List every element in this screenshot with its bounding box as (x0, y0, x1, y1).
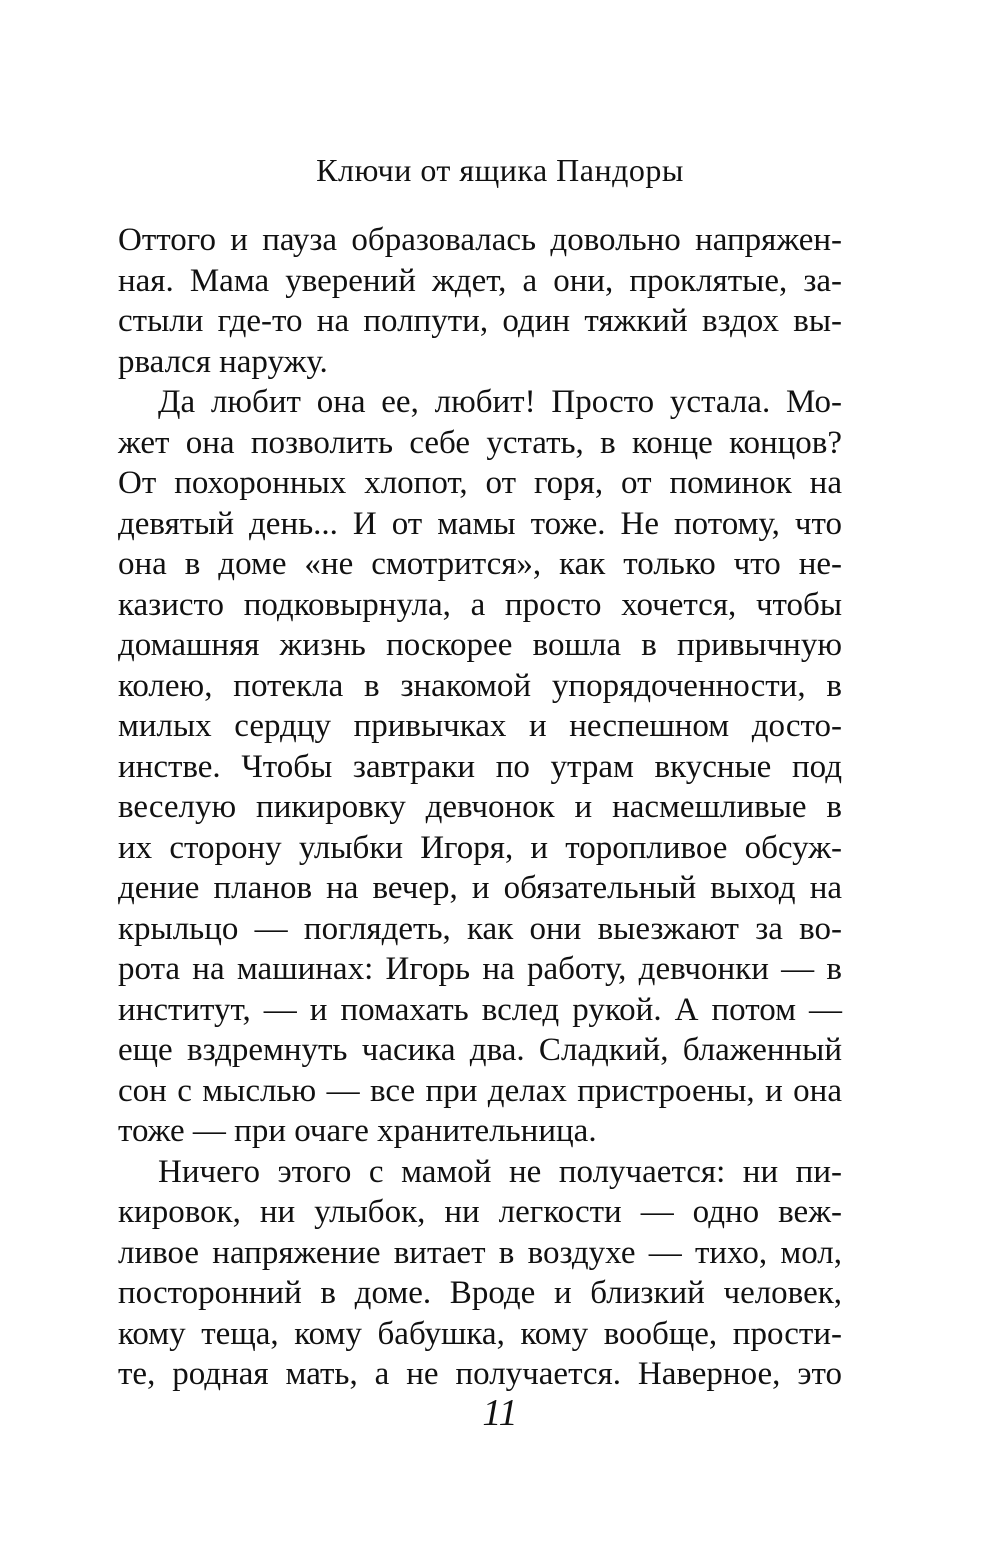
text-line: рвался наружу. (118, 343, 328, 380)
running-title: Ключи от ящика Пандоры (316, 152, 684, 188)
text-line: она в доме «не смотрится», как только что не- (118, 546, 842, 582)
text-line: Оттого и пауза образовалась довольно напряжен- (118, 222, 842, 258)
text-line: крыльцо — поглядеть, как они выезжают за во- (118, 910, 842, 947)
text-line: жет она позволить себе устать, в конце концов? (118, 424, 842, 461)
text-line: Ничего этого с мамой не получается: ни пи- (158, 1153, 842, 1190)
text-line: веселую пикировку девчонок и насмешливые в (118, 789, 842, 825)
text-line: рота на машинах: Игорь на работу, девчонки — в (118, 951, 842, 987)
text-line: те, родная мать, а не получается. Наверное, это (118, 1356, 842, 1392)
text-line: Да любит она ее, любит! Просто устала. Мо- (158, 384, 842, 420)
text-line: инстве. Чтобы завтраки по утрам вкусные под (118, 748, 842, 785)
page-number: 11 (482, 1392, 518, 1434)
text-line: колею, потекла в знакомой упорядоченности, в (118, 667, 842, 704)
text-line: ливое напряжение витает в воздухе — тихо, мол, (118, 1234, 842, 1271)
text-line: дение планов на вечер, и обязательный выход на (118, 870, 842, 906)
body-text (118, 220, 842, 1395)
text-line: девятый день... И от мамы тоже. Не потому, что (118, 505, 842, 542)
text-line: стыли где-то на полпути, один тяжкий вздох вы- (118, 303, 842, 339)
text-line: От похоронных хлопот, от горя, от поминок на (118, 465, 842, 501)
text-line: сон с мыслью — все при делах пристроены, и она (118, 1072, 842, 1109)
text-line: кировок, ни улыбок, ни легкости — одно веж- (118, 1194, 842, 1230)
text-line: тоже — при очаге хранительница. (118, 1113, 597, 1149)
text-line: институт, — и помахать вслед рукой. А потом — (118, 991, 842, 1028)
text-line: домашняя жизнь поскорее вошла в привычную (118, 627, 842, 663)
text-line: ная. Мама уверений ждет, а они, проклятые, за- (118, 262, 842, 299)
text-line: милых сердцу привычках и неспешном досто- (118, 708, 842, 744)
text-line: их сторону улыбки Игоря, и торопливое обсуж- (118, 829, 842, 866)
text-line: казисто подковырнула, а просто хочется, чтобы (118, 586, 842, 623)
text-line: посторонний в доме. Вроде и близкий человек, (118, 1275, 842, 1311)
text-line: еще вздремнуть часика два. Сладкий, блаженный (118, 1032, 842, 1068)
text-line: кому теща, кому бабушка, кому вообще, прости- (118, 1315, 842, 1352)
